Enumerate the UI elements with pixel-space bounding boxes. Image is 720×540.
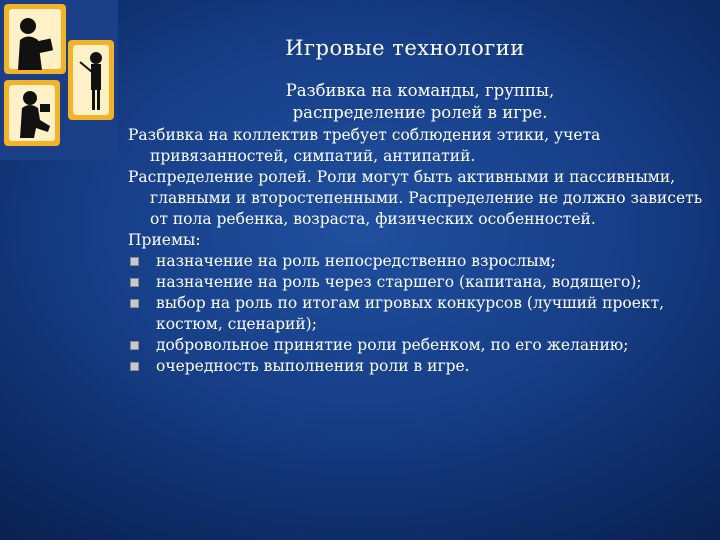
list-item — [128, 272, 708, 293]
square-bullet-icon — [130, 278, 139, 287]
list-item-text: назначение на роль через старшего (капитана, водящего); — [156, 273, 642, 291]
square-bullet-icon — [130, 257, 139, 266]
list-item-text: добровольное принятие роли ребенком, по его желанию; — [156, 336, 629, 354]
list-item-text: назначение на роль непосредственно взрослым; — [156, 252, 556, 270]
slide-body — [128, 125, 708, 377]
list-item — [128, 293, 708, 335]
list-item — [128, 356, 708, 377]
methods-heading: Приемы: — [128, 231, 201, 249]
list-item-text: очередность выполнения роли в игре. — [156, 357, 470, 375]
slide-subtitle — [240, 80, 600, 124]
list-item — [128, 335, 708, 356]
subtitle-line-2: распределение ролей в игре. — [292, 103, 548, 122]
corner-illustration — [0, 0, 118, 160]
list-item-text: выбор на роль по итогам игровых конкурсов (лучший проект, костюм, сценарий); — [156, 294, 665, 333]
square-bullet-icon — [130, 362, 139, 371]
reading-person-panel — [4, 4, 66, 74]
paragraph-team-division: Разбивка на коллектив требует соблюдения этики, учета привязанностей, симпатий, антипатий. — [128, 126, 601, 165]
standing-person-panel — [68, 40, 114, 120]
list-item — [128, 251, 708, 272]
sitting-person-panel — [4, 80, 60, 146]
square-bullet-icon — [130, 341, 139, 350]
square-bullet-icon — [130, 299, 139, 308]
methods-list — [128, 251, 708, 377]
paragraph-role-distribution: Распределение ролей. Роли могут быть активными и пассивными, главными и второстепенными. Распределение не должно зависеть от пола ребенка, возраста, физических особенностей. — [128, 168, 703, 228]
subtitle-line-1: Разбивка на команды, группы, — [285, 81, 555, 100]
slide-title: Игровые технологии — [285, 36, 525, 60]
